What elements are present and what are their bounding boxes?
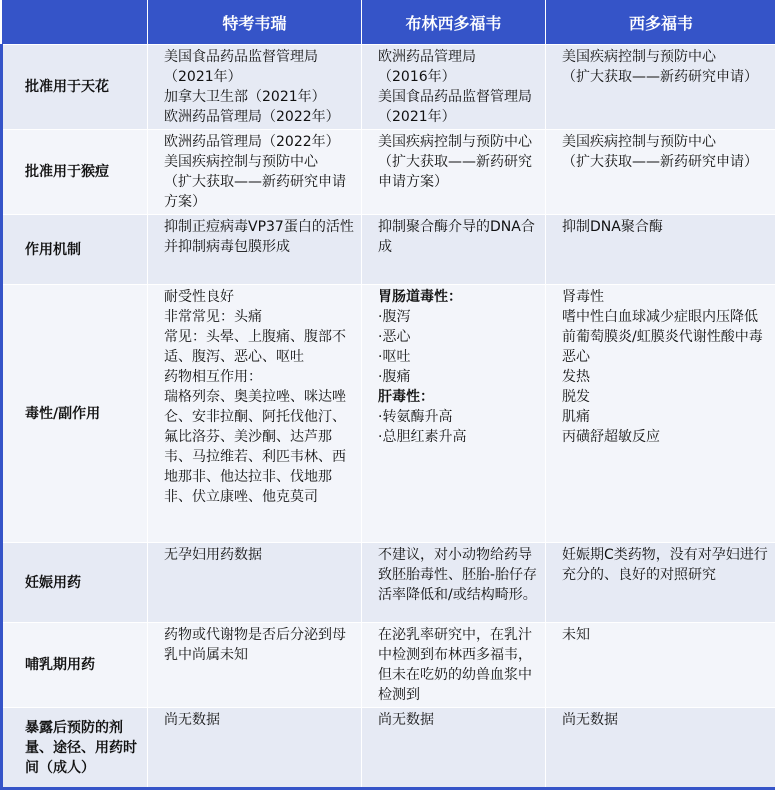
cell-line: 尚无数据 [378, 710, 539, 730]
cell-line: （扩大获取——新药研究申请方案） [164, 172, 355, 212]
cell-cidofovir [546, 45, 775, 130]
header-row [2, 0, 775, 45]
table-row-pep-dose [2, 708, 775, 789]
row-label: 毒性/副作用 [2, 285, 148, 543]
cell-line: 肝毒性： [378, 387, 539, 407]
cell-line: 嗜中性白血球减少症眼内压降低 [562, 307, 770, 327]
cell-line: 药物或代谢物是否后分泌到母乳中尚属未知 [164, 625, 355, 665]
header-corner [2, 0, 148, 45]
table-row-smallpox-approval [2, 45, 775, 130]
cell-line: 在泌乳率研究中，在乳汁中检测到布林西多福韦，但未在吃奶的幼兽血浆中检测到 [378, 625, 539, 705]
cell-line: 药物相互作用： [164, 367, 355, 387]
cell-line: 欧洲药品管理局 [378, 47, 539, 67]
cell-tecovirimat [148, 543, 362, 623]
cell-brincidofovir [362, 623, 546, 708]
table-row-lactation [2, 623, 775, 708]
cell-cidofovir [546, 623, 775, 708]
cell-brincidofovir [362, 215, 546, 285]
cell-line: 不建议，对小动物给药导致胚胎毒性、胚胎-胎仔存活率降低和/或结构畸形。 [378, 545, 539, 605]
cell-tecovirimat [148, 45, 362, 130]
cell-line: 美国食品药品监督管理局 [378, 87, 539, 107]
cell-cidofovir [546, 130, 775, 215]
cell-line: ·转氨酶升高 [378, 407, 539, 427]
row-label: 暴露后预防的剂量、途径、用药时间（成人） [2, 708, 148, 789]
cell-line: ·总胆红素升高 [378, 427, 539, 447]
cell-brincidofovir [362, 130, 546, 215]
cell-line: （扩大获取——新药研究申请） [562, 152, 770, 172]
cell-cidofovir [546, 285, 775, 543]
table-row-mechanism [2, 215, 775, 285]
cell-line: （2016年） [378, 67, 539, 87]
cell-line: 抑制聚合酶介导的DNA合成 [378, 217, 539, 257]
cell-brincidofovir [362, 543, 546, 623]
cell-line: 抑制正痘病毒VP37蛋白的活性并抑制病毒包膜形成 [164, 217, 355, 257]
cell-line: 耐受性良好 [164, 287, 355, 307]
cell-line: ·腹泻 [378, 307, 539, 327]
cell-tecovirimat [148, 623, 362, 708]
cell-line: 发热 [562, 367, 770, 387]
cell-cidofovir [546, 215, 775, 285]
cell-line: 抑制DNA聚合酶 [562, 217, 770, 237]
table-row-toxicity [2, 285, 775, 543]
cell-line: 美国食品药品监督管理局 [164, 47, 355, 67]
cell-line: 美国疾病控制与预防中心 [562, 47, 770, 67]
cell-line: 美国疾病控制与预防中心 [562, 132, 770, 152]
header-cidofovir: 西多福韦 [546, 0, 775, 45]
cell-line: （2021年） [164, 67, 355, 87]
cell-line: 前葡萄膜炎/虹膜炎代谢性酸中毒 [562, 327, 770, 347]
cell-line: 非常常见：头痛 [164, 307, 355, 327]
cell-line: ·腹痛 [378, 367, 539, 387]
cell-line: ·呕吐 [378, 347, 539, 367]
cell-line: 恶心 [562, 347, 770, 367]
cell-line: 脱发 [562, 387, 770, 407]
cell-line: ·恶心 [378, 327, 539, 347]
cell-tecovirimat [148, 708, 362, 789]
cell-line: （2021年） [378, 107, 539, 127]
cell-line: 肌痛 [562, 407, 770, 427]
cell-cidofovir [546, 543, 775, 623]
cell-line: 欧洲药品管理局（2022年） [164, 132, 355, 152]
cell-line: 尚无数据 [562, 710, 770, 730]
cell-tecovirimat [148, 130, 362, 215]
cell-tecovirimat [148, 215, 362, 285]
cell-line: 尚无数据 [164, 710, 355, 730]
header-tecovirimat: 特考韦瑞 [148, 0, 362, 45]
cell-brincidofovir [362, 285, 546, 543]
cell-brincidofovir [362, 708, 546, 789]
cell-cidofovir [546, 708, 775, 789]
row-label: 批准用于猴痘 [2, 130, 148, 215]
cell-line: 常见：头晕、上腹痛、腹部不适、腹泻、恶心、呕吐 [164, 327, 355, 367]
cell-line: 美国疾病控制与预防中心 [164, 152, 355, 172]
cell-line: 加拿大卫生部（2021年） [164, 87, 355, 107]
table-row-mpox-approval [2, 130, 775, 215]
cell-line: 瑞格列奈、奥美拉唑、咪达唑仑、安非拉酮、阿托伐他汀、氟比洛芬、美沙酮、达芦那韦、马拉维若、利匹韦林、西地那非、他达拉非、伐地那非、伏立康唑、他克莫司 [164, 387, 355, 507]
cell-line: 妊娠期C类药物，没有对孕妇进行充分的、良好的对照研究 [562, 545, 770, 585]
cell-tecovirimat [148, 285, 362, 543]
cell-brincidofovir [362, 45, 546, 130]
cell-line: 无孕妇用药数据 [164, 545, 355, 565]
row-label: 哺乳期用药 [2, 623, 148, 708]
row-label: 作用机制 [2, 215, 148, 285]
cell-line: （扩大获取——新药研究申请） [562, 67, 770, 87]
row-label: 批准用于天花 [2, 45, 148, 130]
cell-line: 美国疾病控制与预防中心（扩大获取——新药研究申请方案） [378, 132, 539, 192]
header-brincidofovir: 布林西多福韦 [362, 0, 546, 45]
row-label: 妊娠用药 [2, 543, 148, 623]
cell-line: 未知 [562, 625, 770, 645]
cell-line: 肾毒性 [562, 287, 770, 307]
table-row-pregnancy [2, 543, 775, 623]
cell-line: 胃肠道毒性： [378, 287, 539, 307]
cell-line: 丙磺舒超敏反应 [562, 427, 770, 447]
cell-line: 欧洲药品管理局（2022年） [164, 107, 355, 127]
